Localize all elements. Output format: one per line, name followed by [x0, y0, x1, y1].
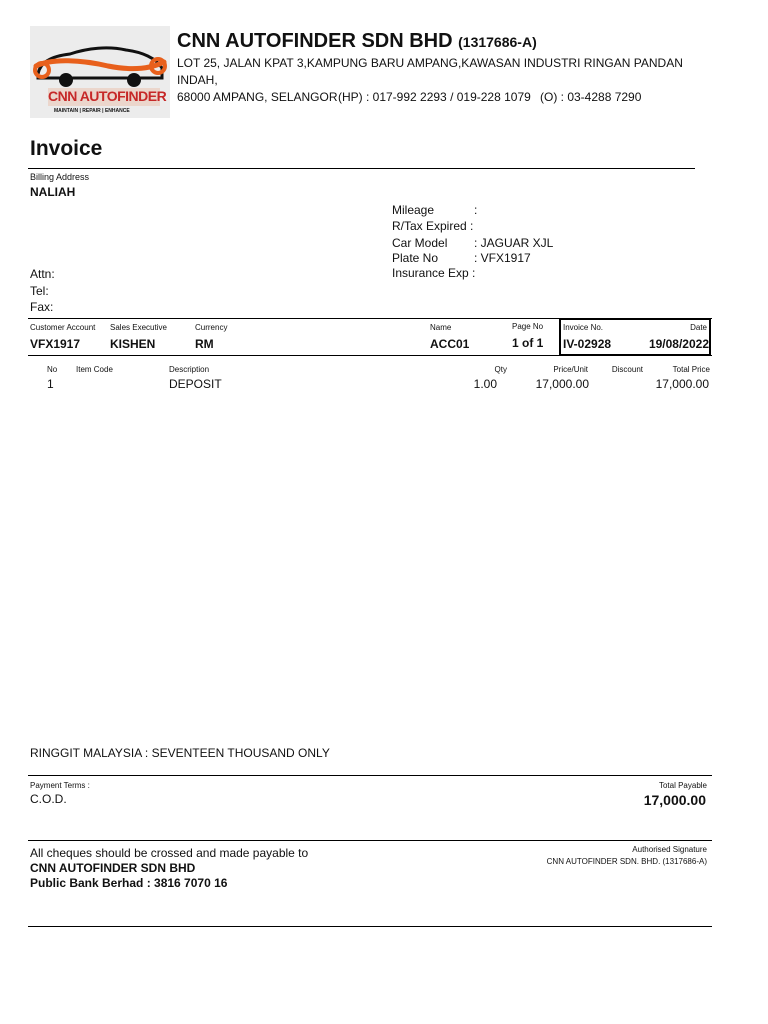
row-no: 1 — [47, 377, 54, 391]
date-label: Date — [690, 323, 707, 332]
row-qty: 1.00 — [473, 377, 497, 391]
plate-no-label: Plate No — [392, 251, 439, 265]
column-header-description: Description — [169, 365, 210, 374]
company-name-text: CNN AUTOFINDER SDN BHD — [177, 30, 453, 52]
logo-tagline: MAINTAIN | REPAIR | ENHANCE — [54, 108, 130, 114]
title-divider — [28, 168, 695, 169]
name-value: ACC01 — [430, 337, 470, 351]
footer-bottom-divider — [28, 926, 712, 927]
amount-in-words: RINGGIT MALAYSIA : SEVENTEEN THOUSAND ONLY — [30, 746, 330, 760]
company-address-line3: 68000 AMPANG, SELANGOR — [177, 90, 338, 104]
mileage-label: Mileage — [392, 203, 435, 217]
payment-terms-label: Payment Terms : — [30, 781, 90, 790]
mileage-separator: : — [474, 203, 478, 217]
payee-name: CNN AUTOFINDER SDN BHD — [30, 861, 196, 875]
page-no-label: Page No — [512, 322, 544, 331]
bank-account: Public Bank Berhad : 3816 7070 16 — [30, 876, 228, 890]
logo-brand-text: CNN AUTOFINDER — [48, 88, 167, 104]
currency-value: RM — [195, 337, 214, 351]
row-price-unit: 17,000.00 — [535, 377, 589, 391]
invoice-no-value: IV-02928 — [563, 337, 612, 351]
name-label: Name — [430, 323, 452, 332]
cheque-note: All cheques should be crossed and made payable to — [30, 846, 309, 860]
column-header-total-price: Total Price — [672, 365, 710, 374]
total-payable-label: Total Payable — [658, 781, 707, 790]
car-wrench-logo-icon — [30, 26, 170, 118]
sales-executive-label: Sales Executive — [110, 323, 167, 332]
company-address-line2: INDAH, — [177, 73, 218, 87]
column-header-item-code: Item Code — [76, 365, 113, 374]
row-total-price: 17,000.00 — [655, 377, 709, 391]
column-header-price-unit: Price/Unit — [553, 365, 588, 374]
invoice-no-label: Invoice No. — [563, 323, 604, 332]
car-model-value: : JAGUAR XJL — [474, 236, 554, 250]
authorised-signature-label: Authorised Signature — [632, 845, 707, 854]
billing-fax: Fax: — [30, 300, 54, 314]
signature-company: CNN AUTOFINDER SDN. BHD. (1317686-A) — [546, 857, 707, 866]
billing-attn: Attn: — [30, 267, 55, 281]
column-header-qty: Qty — [494, 365, 507, 374]
insurance-exp-label: Insurance Exp : — [392, 266, 476, 280]
billing-tel: Tel: — [30, 284, 49, 298]
company-address-line1: LOT 25, JALAN KPAT 3,KAMPUNG BARU AMPANG,KAWASAN INDUSTRI RINGAN PANDAN — [177, 56, 683, 70]
invoice-title: Invoice — [30, 137, 103, 160]
currency-label: Currency — [195, 323, 228, 332]
customer-account-value: VFX1917 — [30, 337, 81, 351]
page-no-value: 1 of 1 — [512, 336, 544, 350]
plate-no-value: : VFX1917 — [474, 251, 531, 265]
total-payable-value: 17,000.00 — [643, 792, 706, 808]
payment-terms-value: C.O.D. — [30, 792, 67, 806]
billing-name: NALIAH — [30, 185, 76, 199]
company-phone-office: (O) : 03-4288 7290 — [540, 90, 642, 104]
company-name — [177, 30, 537, 53]
customer-account-label: Customer Account — [30, 323, 96, 332]
column-header-no: No — [47, 365, 58, 374]
company-reg: (1317686-A) — [458, 34, 537, 50]
company-logo — [30, 26, 170, 118]
billing-address-label: Billing Address — [30, 172, 90, 182]
column-header-discount: Discount — [611, 365, 643, 374]
sales-executive-value: KISHEN — [110, 337, 156, 351]
date-value: 19/08/2022 — [648, 337, 709, 351]
car-model-label: Car Model — [392, 236, 448, 250]
footer-top-divider — [28, 840, 712, 841]
rtax-expired-label: R/Tax Expired : — [392, 219, 474, 233]
company-phone-hp: (HP) : 017-992 2293 / 019-228 1079 — [338, 90, 531, 104]
row-description: DEPOSIT — [169, 377, 222, 391]
payment-top-divider — [28, 775, 712, 776]
